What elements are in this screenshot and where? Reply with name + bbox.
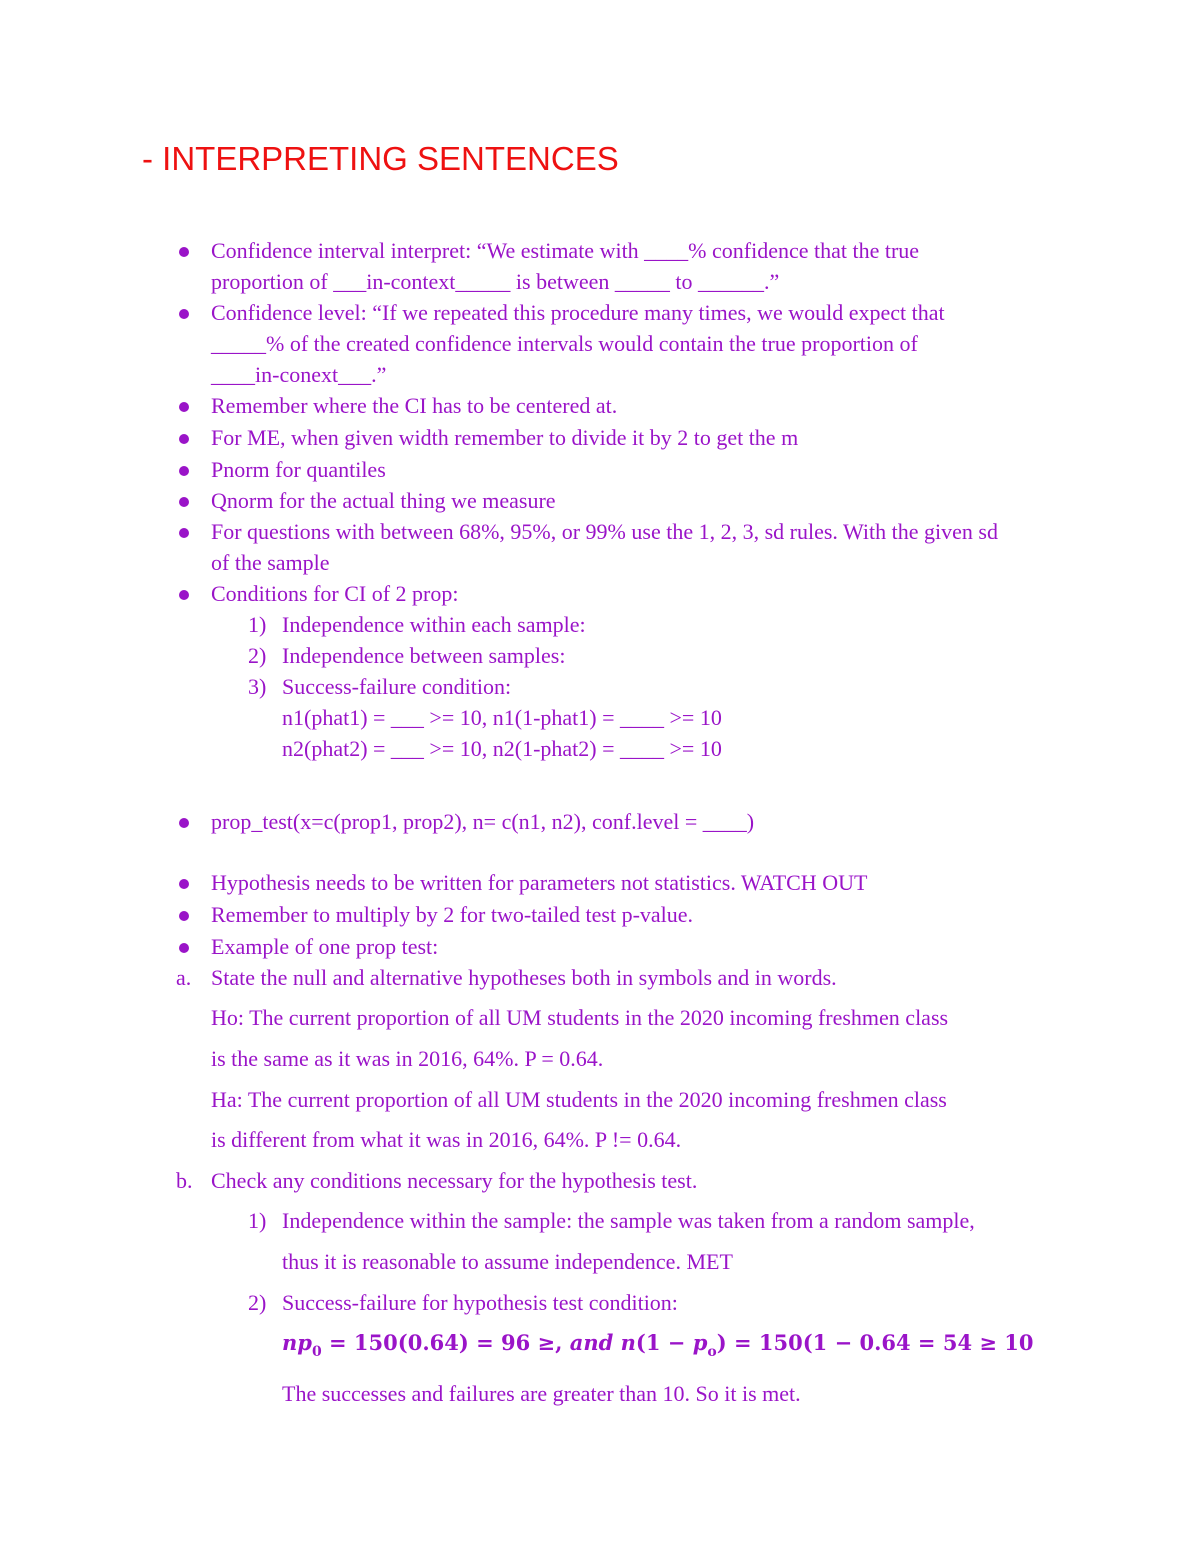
math-part-3: ) = 150(1 − 0.64 = 54 ≥ 10 [716, 1330, 1034, 1355]
list-marker: 2) [248, 643, 267, 668]
example-heading-line: Example of one prop test: [211, 934, 439, 959]
list-marker: 2) [248, 1290, 267, 1315]
check-conditions-line: Check any conditions necessary for the hypothesis test. [211, 1168, 698, 1193]
bullet-dot [179, 528, 189, 538]
two-tailed-line: Remember to multiply by 2 for two-tailed test p-value. [211, 902, 694, 927]
bullet-dot [179, 818, 189, 828]
me-width-line: For ME, when given width remember to divide it by 2 to get the m [211, 425, 799, 450]
math-and: and [569, 1330, 614, 1355]
condition-success-failure: Success-failure condition: [282, 674, 512, 699]
math-part-1: = 150(0.64) = 96 ≥, [321, 1330, 570, 1355]
bullet-dot [179, 309, 189, 319]
page-title: - INTERPRETING SENTENCES [142, 140, 619, 177]
math-n: n [282, 1330, 298, 1355]
condition-independence-within: Independence within each sample: [282, 612, 586, 637]
conclusion-line: The successes and failures are greater than 10. So it is met. [282, 1381, 801, 1406]
state-hypotheses-line: State the null and alternative hypotheses both in symbols and in words. [211, 965, 837, 990]
success-failure-math-formula [282, 1328, 1034, 1367]
success-failure-formula-1: n1(phat1) = ___ >= 10, n1(1-phat1) = ____ >= 10 [282, 705, 722, 730]
ci-interpret-line-1: Confidence interval interpret: “We estimate with ____% confidence that the true [211, 238, 920, 263]
success-failure-formula-2: n2(phat2) = ___ >= 10, n2(1-phat2) = ____ >= 10 [282, 736, 722, 761]
condition-independence-between: Independence between samples: [282, 643, 566, 668]
list-marker-b: b. [176, 1168, 193, 1193]
ci-center-line: Remember where the CI has to be centered at. [211, 393, 618, 418]
list-marker: 1) [248, 612, 267, 637]
list-marker: 3) [248, 674, 267, 699]
bullet-dot [179, 943, 189, 953]
math-part-2: (1 − [635, 1330, 693, 1355]
math-p-2: p [692, 1330, 708, 1355]
list-marker-a: a. [176, 965, 192, 990]
ho-line-1: Ho: The current proportion of all UM students in the 2020 incoming freshmen class [211, 1005, 949, 1030]
independence-sample-line-2: thus it is reasonable to assume independence. MET [282, 1249, 733, 1274]
pnorm-line: Pnorm for quantiles [211, 457, 386, 482]
bullet-dot [179, 434, 189, 444]
ha-line-1: Ha: The current proportion of all UM students in the 2020 incoming freshmen class [211, 1087, 947, 1112]
list-marker: 1) [248, 1208, 267, 1233]
conf-level-line-1: Confidence level: “If we repeated this procedure many times, we would expect that [211, 300, 945, 325]
independence-sample-line-1: Independence within the sample: the sample was taken from a random sample, [282, 1208, 975, 1233]
sd-rules-line-2: of the sample [211, 550, 330, 575]
ci-interpret-line-2: proportion of ___in-context_____ is between _____ to ______.” [211, 269, 780, 294]
math-n-2: n [620, 1330, 636, 1355]
sd-rules-line-1: For questions with between 68%, 95%, or 99% use the 1, 2, 3, sd rules. With the given sd [211, 519, 998, 544]
bullet-dot [179, 590, 189, 600]
bullet-dot [179, 911, 189, 921]
conditions-line: Conditions for CI of 2 prop: [211, 581, 459, 606]
conf-level-line-2: _____% of the created confidence intervals would contain the true proportion of [211, 331, 918, 356]
bullet-dot [179, 247, 189, 257]
bullet-dot [179, 879, 189, 889]
conf-level-line-3: ____in-conext___.” [211, 362, 387, 387]
bullet-dot [179, 466, 189, 476]
math-p: p [297, 1330, 312, 1355]
ho-line-2: is the same as it was in 2016, 64%. P = 0.64. [211, 1046, 604, 1071]
ha-line-2: is different from what it was in 2016, 64%. P != 0.64. [211, 1127, 682, 1152]
bullet-dot [179, 402, 189, 412]
hypothesis-params-line: Hypothesis needs to be written for parameters not statistics. WATCH OUT [211, 870, 868, 895]
qnorm-line: Qnorm for the actual thing we measure [211, 488, 556, 513]
math-sub-o: o [707, 1344, 717, 1360]
success-failure-test-line: Success-failure for hypothesis test condition: [282, 1290, 678, 1315]
math-sub-zero: 0 [311, 1344, 322, 1360]
bullet-dot [179, 497, 189, 507]
prop-test-line: prop_test(x=c(prop1, prop2), n= c(n1, n2), conf.level = ____) [211, 809, 755, 834]
